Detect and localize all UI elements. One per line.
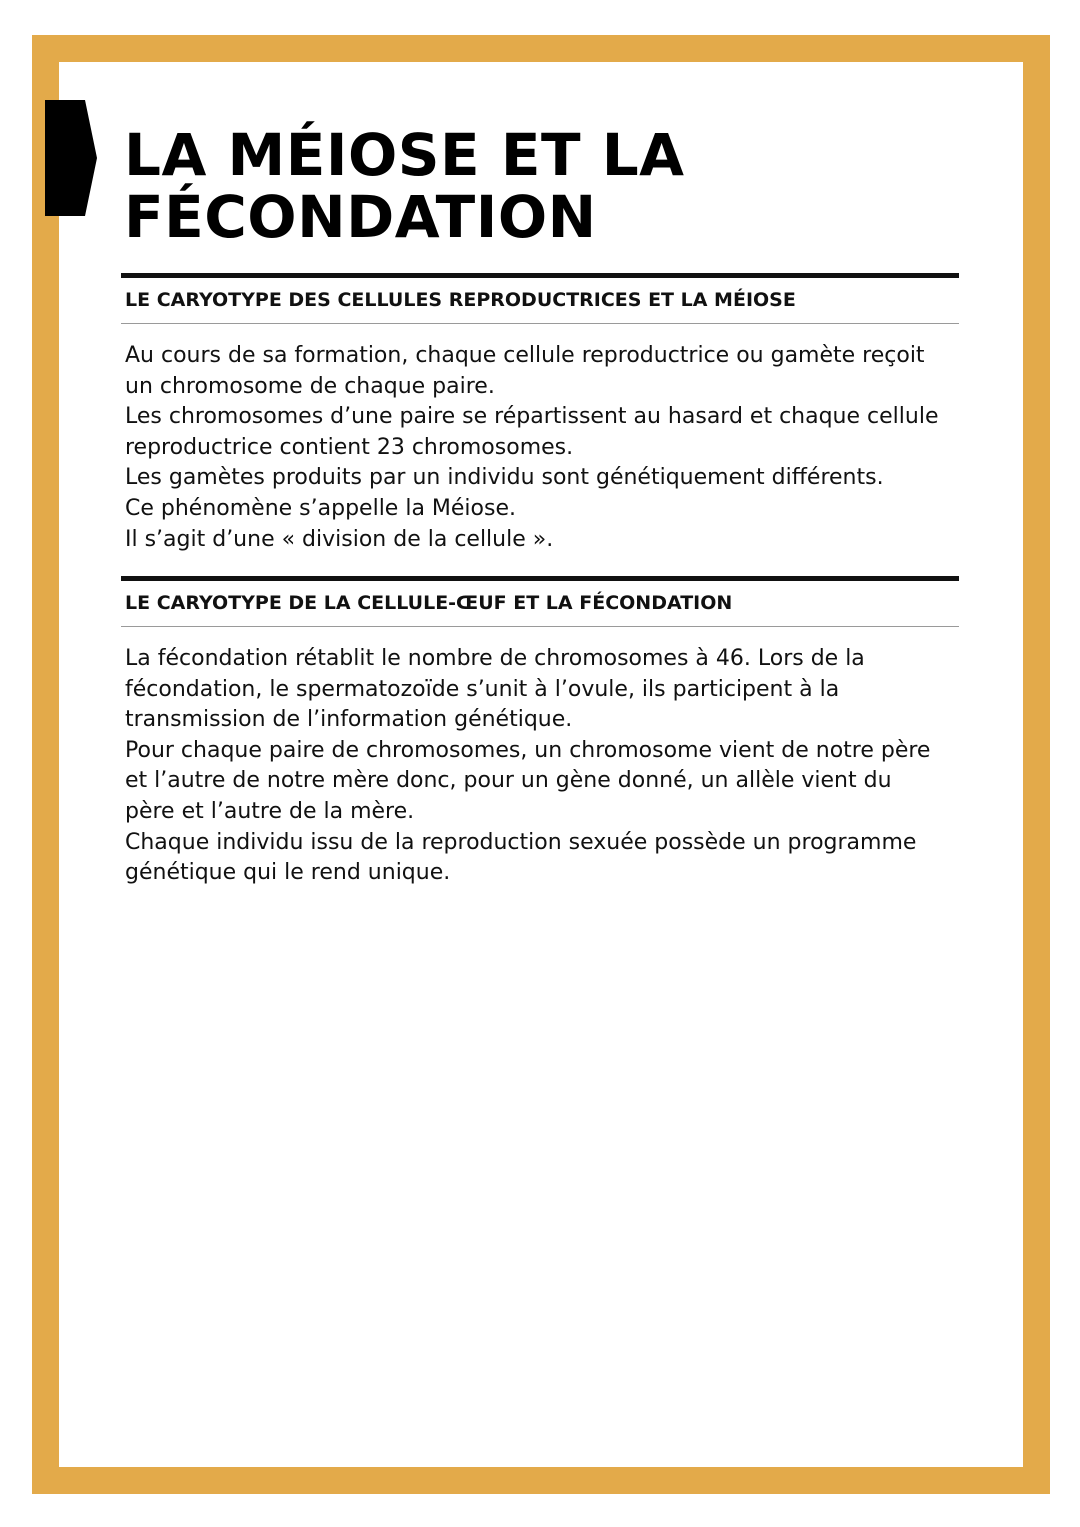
paragraph-line: père et l’autre de la mère. [125,798,415,824]
paragraph-line: Au cours de sa formation, chaque cellule reproductrice ou gamète reçoit [125,343,925,368]
bookmark-tab-icon [45,100,97,216]
paragraph-line: Les gamètes produits par un individu sont génétiquement différents. [125,465,884,491]
section-meiose [121,273,959,555]
section-fecondation [121,576,959,889]
paragraph-line: et l’autre de notre mère donc, pour un gène donné, un allèle vient du [125,768,892,794]
section-body [121,324,959,555]
paragraph-line: Chaque individu issu de la reproduction sexuée possède un programme [125,829,917,855]
paragraph-line: Ce phénomène s’appelle la Méiose. [125,495,516,521]
paragraph-line: transmission de l’information génétique. [125,707,573,733]
paragraph-line: Les chromosomes d’une paire se répartissent au hasard et chaque cellule [125,404,939,430]
paragraph-line: Il s’agit d’une « division de la cellule ». [125,526,554,552]
paragraph-line: La fécondation rétablit le nombre de chromosomes à 46. Lors de la [125,646,865,671]
paragraph-line: génétique qui le rend unique. [125,860,451,886]
section-heading: LE CARYOTYPE DE LA CELLULE-ŒUF ET LA FÉCONDATION [121,581,959,627]
paragraph-line: reproductrice contient 23 chromosomes. [125,434,574,460]
section-body [121,627,959,889]
section-heading: LE CARYOTYPE DES CELLULES REPRODUCTRICES ET LA MÉIOSE [121,278,959,324]
paragraph-line: Pour chaque paire de chromosomes, un chromosome vient de notre père [125,737,931,763]
page-title [124,121,685,251]
paragraph-line: un chromosome de chaque paire. [125,373,495,399]
page-title-line-1: LA MÉIOSE ET LA [124,121,685,189]
page-title-line-2: FÉCONDATION [124,183,597,251]
paragraph-line: fécondation, le spermatozoïde s’unit à l’ovule, ils participent à la [125,676,840,702]
